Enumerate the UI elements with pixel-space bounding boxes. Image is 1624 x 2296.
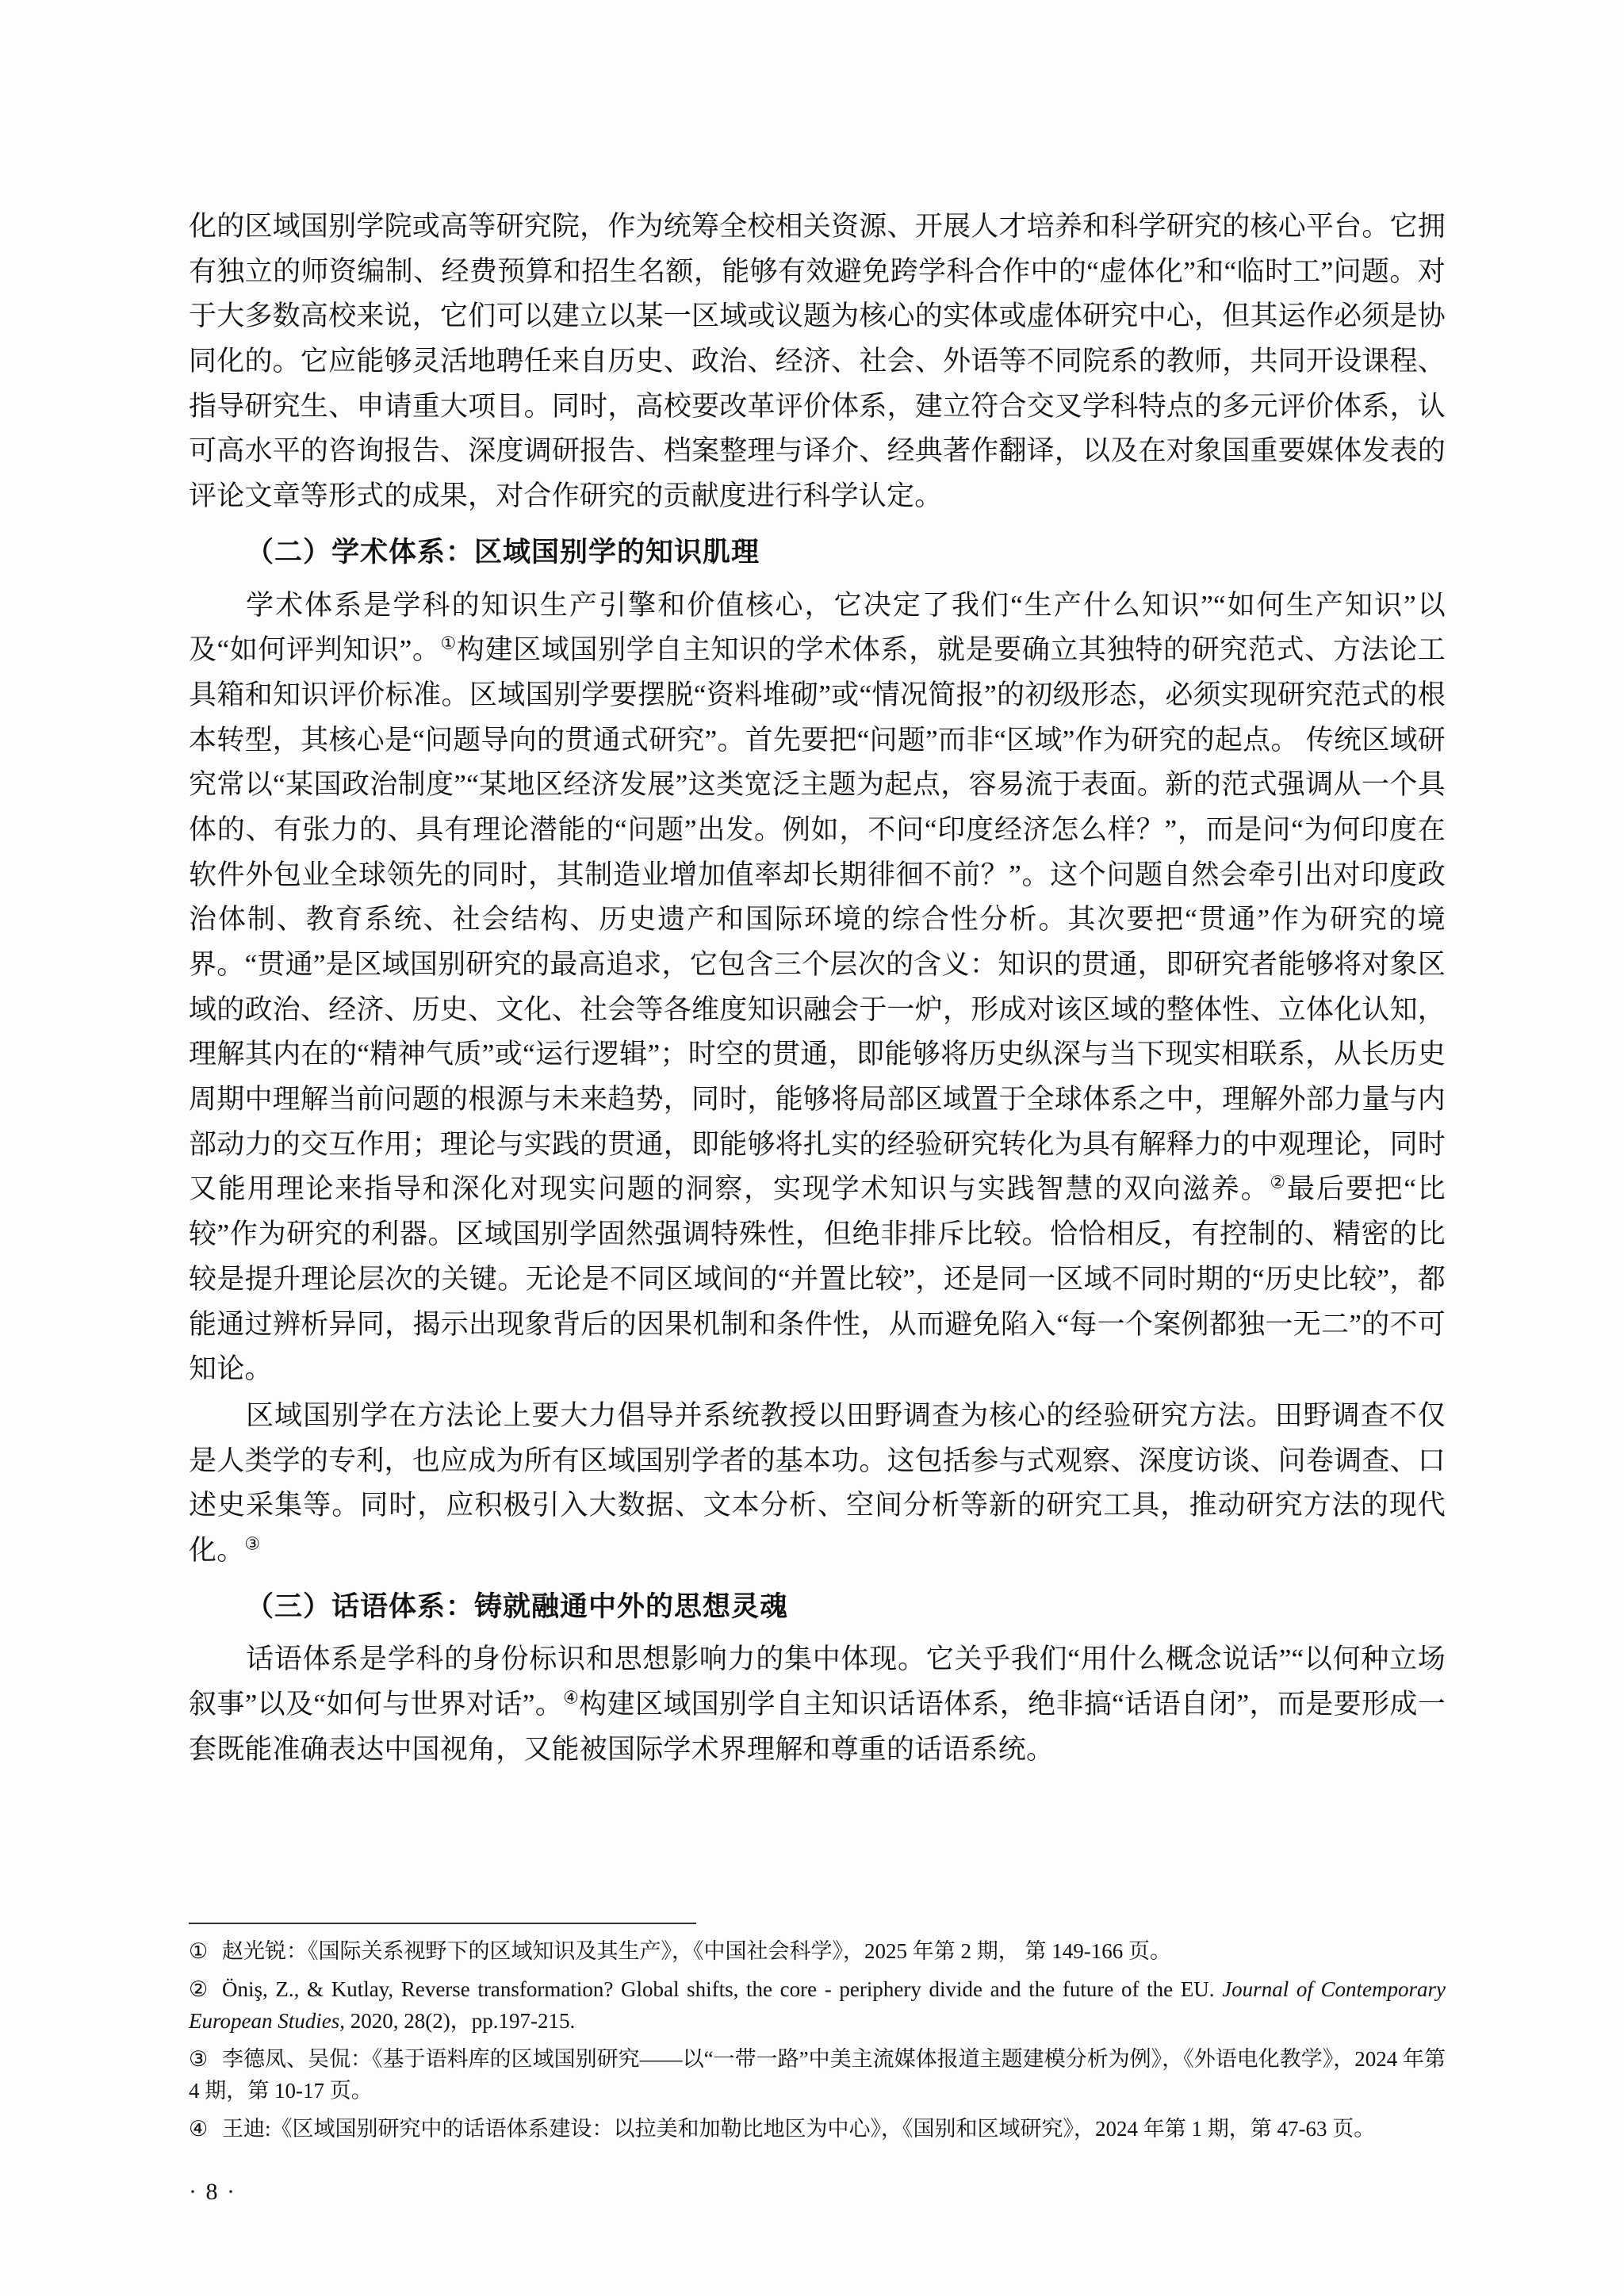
footnote-marker: ④ xyxy=(189,2116,209,2141)
footnote-item-4 xyxy=(189,2114,1446,2145)
footnote-text-plain-1: Öniş, Z., & Kutlay, Reverse transformation? Global shifts, the core - periphery divide and the future of the EU. xyxy=(222,1976,1223,2001)
para2-text-b: 构建区域国别学自主知识的学术体系，就是要确立其独特的研究范式、方法论工具箱和知识评价标准。区域国别学要摆脱“资料堆砌”或“情况简报”的初级形态，必须实现研究范式的根本转型，其核心是“问题导向的贯通式研究”。首先要把“问题”而非“区域”作为研究的起点。 传统区域研究常以“某国政治制度”“某地区经济发展”这类宽泛主题为起点，容易流于表面。新的范式强调从一个具体的、有张力的、具有理论潜能的“问题”出发。例如，不问“印度经济怎么样？”，而是问“为何印度在软件外包业全球领先的同时，其制造业增加值率却长期徘徊不前？”。这个问题自然会牵引出对印度政治体制、教育系统、社会结构、历史遗产和国际环境的综合性分析。其次要把“贯通”作为研究的境界。“贯通”是区域国别研究的最高追求，它包含三个层次的含义：知识的贯通，即研究者能够将对象区域的政治、经济、历史、文化、社会等各维度知识融会于一炉，形成对该区域的整体性、立体化认知，理解其内在的“精神气质”或“运行逻辑”；时空的贯通，即能够将历史纵深与当下现实相联系，从长历史周期中理解当前问题的根源与未来趋势，同时，能够将局部区域置于全球体系之中，理解外部力量与内部动力的交互作用；理论与实践的贯通，即能够将扎实的经验研究转化为具有解释力的中观理论，同时又能用理论来指导和深化对现实问题的洞察，实现学术知识与实践智慧的双向滋养。 xyxy=(189,634,1446,1205)
page-body xyxy=(189,205,1446,1774)
footnote-list xyxy=(189,1936,1446,2152)
footnote-item-3 xyxy=(189,2044,1446,2107)
body-paragraph-4 xyxy=(189,1637,1446,1772)
section-heading-2: （二）学术体系：区域国别学的知识肌理 xyxy=(246,536,760,568)
body-paragraph-1: 化的区域国别学院或高等研究院，作为统筹全校相关资源、开展人才培养和科学研究的核心平台。它拥有独立的师资编制、经费预算和招生名额，能够有效避免跨学科合作中的“虚体化”和“临时工”问题。对于大多数高校来说，它们可以建立以某一区域或议题为核心的实体或虚体研究中心，但其运作必须是协同化的。它应能够灵活地聘任来自历史、政治、经济、社会、外语等不同院系的教师，共同开设课程、指导研究生、申请重大项目。同时，高校要改革评价体系，建立符合交叉学科特点的多元评价体系，认可高水平的咨询报告、深度调研报告、档案整理与译介、经典著作翻译，以及在对象国重要媒体发表的评论文章等形式的成果，对合作研究的贡献度进行科学认定。 xyxy=(189,211,1446,512)
footnote-marker: ③ xyxy=(189,2046,209,2071)
footnote-text-italic: Journal of Contemporary European Studies, xyxy=(189,1976,1446,2033)
footnote-text: 王迪:《区域国别研究中的话语体系建设：以拉美和加勒比地区为中心》，《国别和区域研究》，2024 年第 1 期，第 47-63 页。 xyxy=(222,2116,1376,2141)
footnote-marker: ① xyxy=(189,1939,209,1963)
page-number: · 8 · xyxy=(189,2179,236,2205)
footnote-text: 赵光锐：《国际关系视野下的区域知识及其生产》，《中国社会科学》，2025 年第 2 期， 第 149-166 页。 xyxy=(222,1939,1171,1963)
footnote-ref-3[interactable]: ③ xyxy=(244,1533,261,1554)
footnote-marker: ② xyxy=(189,1976,209,2001)
para2-text-c: 最后要把“比较”作为研究的利器。区域国别学固然强调特殊性，但绝非排斥比较。恰恰相反，有控制的、精密的比较是提升理论层次的关键。无论是不同区域间的“并置比较”，还是同一区域不同时期的“历史比较”，都能通过辨析异同，揭示出现象背后的因果机制和条件性，从而避免陷入“每一个案例都独一无二”的不可知论。 xyxy=(189,1173,1446,1385)
footnote-ref-1[interactable]: ① xyxy=(440,633,457,653)
footnote-separator-rule xyxy=(189,1923,696,1924)
para4-text-a: 话语体系是学科的身份标识和思想影响力的集中体现。它关乎我们“用什么概念说话”“以何种立场叙事”以及“如何与世界对话”。 xyxy=(189,1644,1446,1720)
para2-text-a: 学术体系是学科的知识生产引擎和价值核心，它决定了我们“生产什么知识”“如何生产知识”以及“如何评判知识”。 xyxy=(189,589,1446,666)
footnote-item-2 xyxy=(189,1974,1446,2038)
body-paragraph-2 xyxy=(189,584,1446,1392)
para4-text-b: 构建区域国别学自主知识话语体系，绝非搞“话语自闭”，而是要形成一套既能准确表达中国视角，又能被国际学术界理解和尊重的话语系统。 xyxy=(189,1689,1446,1765)
footnote-text: 李德凤、吴侃：《基于语料库的区域国别研究——以“一带一路”中美主流媒体报道主题建模分析为例》，《外语电化教学》，2024 年第 4 期，第 10-17 页。 xyxy=(189,2046,1446,2103)
footnote-text-plain-2: 2020, 28(2)，pp.197-215. xyxy=(344,2008,576,2033)
body-paragraph-3 xyxy=(189,1394,1446,1574)
footnote-item-1 xyxy=(189,1936,1446,1968)
section-heading-3: （三）话语体系：铸就融通中外的思想灵魂 xyxy=(246,1590,789,1622)
para3-text-a: 区域国别学在方法论上要大力倡导并系统教授以田野调查为核心的经验研究方法。田野调查不仅是人类学的专利，也应成为所有区域国别学者的基本功。这包括参与式观察、深度访谈、问卷调查、口述史采集等。同时，应积极引入大数据、文本分析、空间分析等新的研究工具，推动研究方法的现代化。 xyxy=(189,1399,1446,1566)
footnote-ref-4[interactable]: ④ xyxy=(563,1687,580,1708)
footnote-ref-2[interactable]: ② xyxy=(1270,1172,1287,1192)
